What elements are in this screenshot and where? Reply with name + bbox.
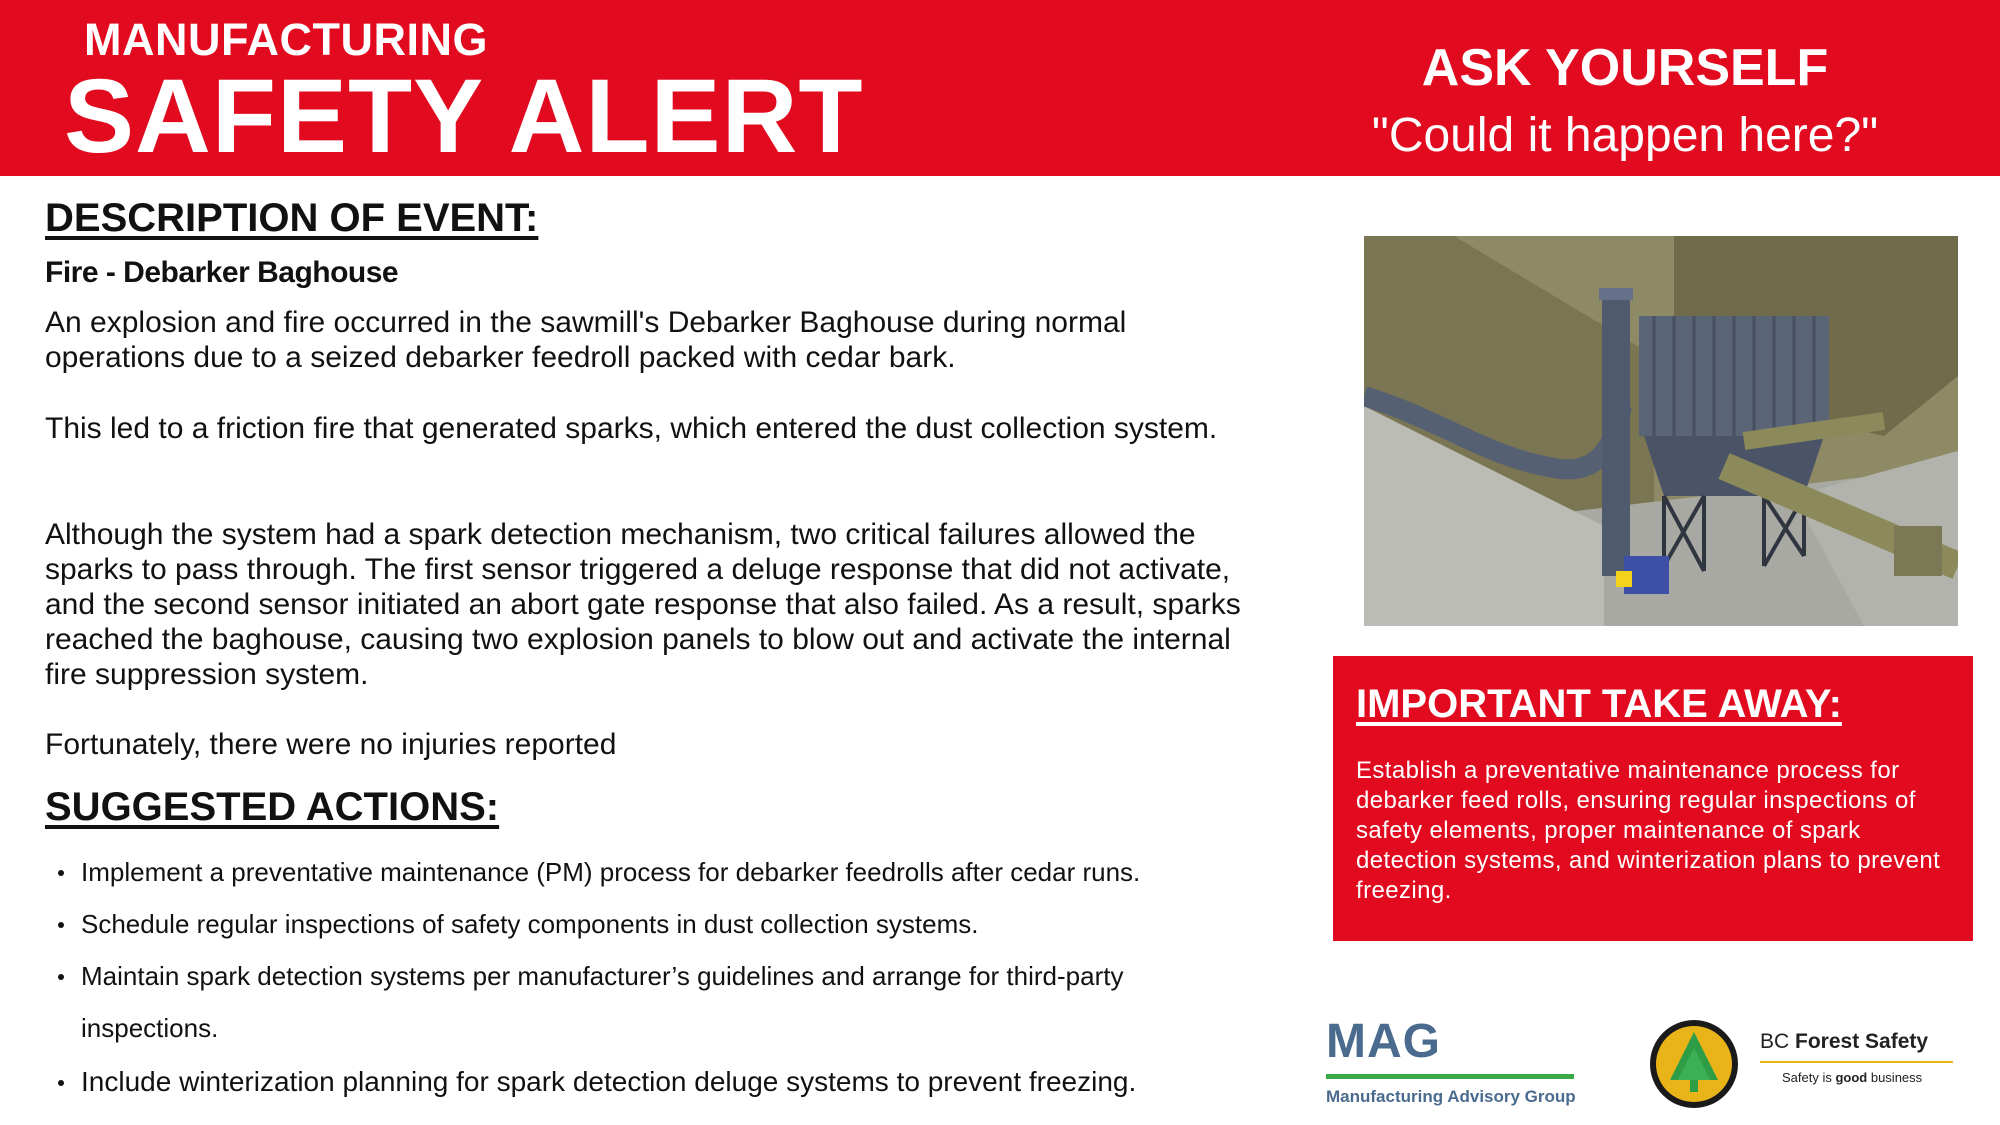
important-takeaway-panel bbox=[1333, 656, 1973, 941]
list-item bbox=[56, 846, 1140, 898]
mag-logo-rule bbox=[1326, 1074, 1574, 1079]
safety-alert-banner bbox=[0, 0, 2000, 176]
bcfs-rule bbox=[1760, 1061, 1953, 1063]
mag-logo bbox=[1326, 1015, 1576, 1107]
bcfs-name-bold: Forest Safety bbox=[1795, 1030, 1929, 1053]
event-subheading: Fire - Debarker Baghouse bbox=[45, 256, 399, 289]
bc-forest-safety-name bbox=[1760, 1030, 1928, 1054]
takeaway-title: IMPORTANT TAKE AWAY: bbox=[1356, 682, 1842, 726]
bcfs-name-light: BC bbox=[1760, 1030, 1796, 1053]
bullet-icon bbox=[58, 870, 64, 876]
tagline-pre: Safety is bbox=[1782, 1070, 1836, 1085]
tagline-bold: good bbox=[1835, 1070, 1868, 1085]
list-item bbox=[56, 950, 1216, 1054]
banner-headline: SAFETY ALERT bbox=[64, 58, 864, 175]
mag-logo-subtitle: Manufacturing Advisory Group bbox=[1326, 1087, 1576, 1106]
action-text: Maintain spark detection systems per manufacturer’s guidelines and arrange for third-party inspections. bbox=[81, 961, 1124, 1043]
baghouse-3d-render-image bbox=[1364, 236, 1958, 626]
list-item bbox=[56, 1056, 1136, 1108]
list-item bbox=[56, 898, 978, 950]
action-text: Schedule regular inspections of safety components in dust collection systems. bbox=[81, 909, 979, 939]
description-paragraph: Fortunately, there were no injuries reported bbox=[45, 728, 617, 761]
suggested-actions-heading: SUGGESTED ACTIONS: bbox=[45, 785, 500, 829]
ask-yourself-question: "Could it happen here?" bbox=[1371, 109, 1879, 162]
bc-forest-safety-tree-badge bbox=[1648, 1018, 1740, 1110]
action-text: Include winterization planning for spark detection deluge systems to prevent freezing. bbox=[81, 1066, 1137, 1097]
description-paragraph: Although the system had a spark detection mechanism, two critical failures allowed the sparks to pass through. The first sensor triggered a deluge response that did not activate, and the second sensor initiated an abort gate response that also failed. As a result, sparks reached the baghouse, causing two explosion panels to blow out and activate the internal fire suppression system. bbox=[45, 518, 1241, 691]
takeaway-body: Establish a preventative maintenance process for debarker feed rolls, ensuring regular inspections of safety elements, proper maintenance of spark detection systems, and winterization plans to prevent freezing. bbox=[1356, 757, 1941, 904]
bullet-icon bbox=[58, 922, 64, 928]
bullet-icon bbox=[58, 974, 64, 980]
description-paragraph: An explosion and fire occurred in the sawmill's Debarker Baghouse during normal operations due to a seized debarker feedroll packed with cedar bark. bbox=[45, 306, 1127, 374]
description-paragraph: This led to a friction fire that generated sparks, which entered the dust collection system. bbox=[45, 412, 1218, 445]
action-text: Implement a preventative maintenance (PM) process for debarker feedrolls after cedar runs. bbox=[81, 857, 1141, 887]
bullet-icon bbox=[58, 1080, 64, 1086]
mag-logo-wordmark: MAG bbox=[1326, 1015, 1441, 1068]
ask-yourself-heading: ASK YOURSELF bbox=[1421, 39, 1829, 97]
description-heading: DESCRIPTION OF EVENT: bbox=[45, 196, 539, 240]
bc-forest-safety-tagline bbox=[1782, 1070, 1922, 1085]
banner-kicker: MANUFACTURING bbox=[84, 14, 488, 65]
tagline-post: business bbox=[1867, 1070, 1923, 1085]
